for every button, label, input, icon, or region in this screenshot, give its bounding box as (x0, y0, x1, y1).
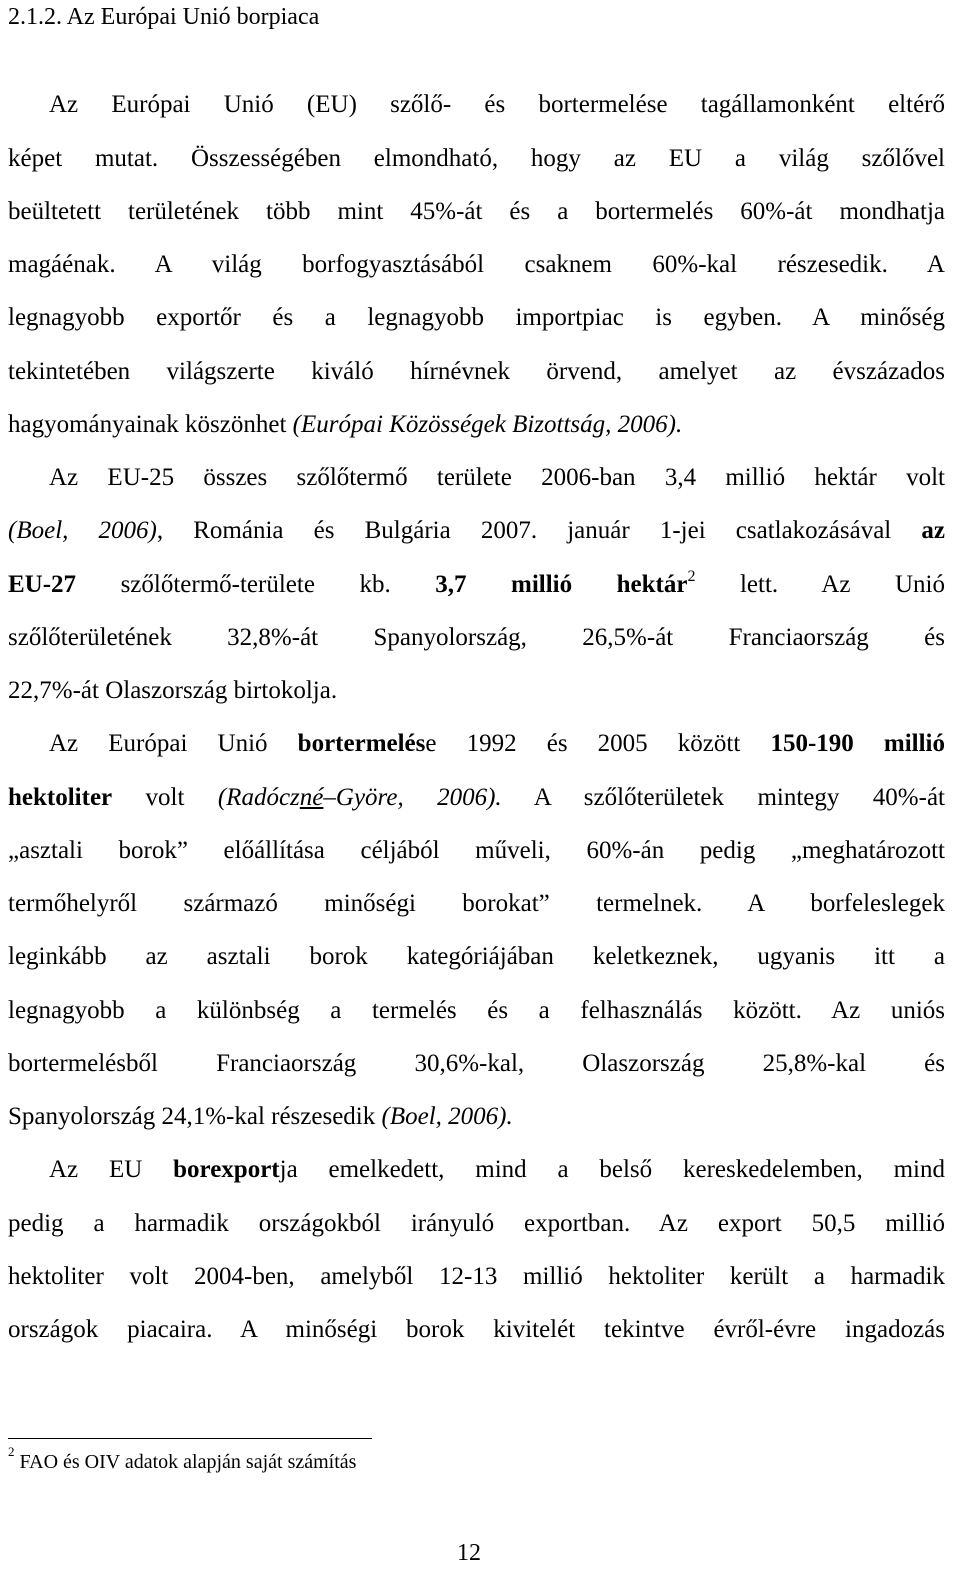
paragraph-4-line-3 (8, 1262, 945, 1292)
footnote-separator (8, 1438, 372, 1439)
text-run: magáénak. A világ borfogyasztásából csaknem 60%-kal részesedik. A (8, 251, 945, 278)
paragraph-2-line-5 (8, 676, 945, 706)
paragraph-1-line-5 (8, 303, 945, 333)
paragraph-2-line-1 (49, 463, 945, 493)
citation: (Radócz (217, 784, 300, 811)
text-run: tekintetében világszerte kiváló hírnévnek örvend, amelyet az évszázados (8, 358, 945, 385)
paragraph-3-line-4 (8, 889, 945, 919)
text-run: volt (112, 784, 218, 811)
text-run: országok piacaira. A minőségi borok kivitelét tekintve évről-évre ingadozás (8, 1316, 945, 1343)
paragraph-1-line-7 (8, 410, 945, 440)
text-run: beültetett területének több mint 45%-át és a bortermelés 60%-át mondhatja (8, 198, 945, 225)
text-run: Az Európai Unió (49, 730, 298, 757)
text-run: Az EU (49, 1156, 174, 1183)
citation: (Boel, 2006) (8, 517, 157, 544)
text-run: A szőlőterületek mintegy 40%-át (501, 784, 945, 811)
citation: (Európai Közösségek Bizottság, 2006). (292, 411, 683, 438)
paragraph-1-line-6 (8, 357, 945, 387)
text-run: legnagyobb exportőr és a legnagyobb importpiac is egyben. A minőség (8, 304, 945, 331)
paragraph-2-line-2 (8, 516, 945, 546)
text-run: pedig a harmadik országokból irányuló exportban. Az export 50,5 millió (8, 1210, 945, 1237)
text-run: szőlőterületének 32,8%-át Spanyolország, 26,5%-át Franciaország és (8, 624, 945, 651)
bold-text: bortermelés (297, 730, 426, 757)
bold-text: borexport (173, 1156, 280, 1183)
citation: né (299, 784, 324, 811)
paragraph-3-line-1 (49, 729, 945, 759)
bold-text: 150-190 millió (770, 730, 945, 757)
bold-text: EU-27 (8, 571, 77, 598)
text-run: bortermelésből Franciaország 30,6%-kal, Olaszország 25,8%-kal és (8, 1050, 945, 1077)
paragraph-2-line-3 (8, 567, 945, 600)
text-run: képet mutat. Összességében elmondható, hogy az EU a világ szőlővel (8, 145, 945, 172)
paragraph-2-line-4 (8, 623, 945, 653)
text-run: leginkább az asztali borok kategóriájában keletkeznek, ugyanis itt a (8, 943, 945, 970)
citation: Györe, 2006). (335, 784, 502, 811)
citation: (Boel, 2006). (381, 1103, 513, 1130)
paragraph-4-line-1 (49, 1155, 945, 1185)
footnote-number: 2 (8, 1444, 15, 1460)
citation: – (323, 784, 336, 811)
section-heading: 2.1.2. Az Európai Unió borpiaca (8, 4, 320, 30)
paragraph-1-line-4 (8, 250, 945, 280)
text-run: termőhelyről származó minőségi borokat” termelnek. A borfeleslegek (8, 890, 945, 917)
paragraph-4-line-2 (8, 1209, 945, 1239)
paragraph-3-line-3 (8, 836, 945, 866)
text-run: Az Európai Unió (EU) szőlő- és bortermelése tagállamonként eltérő (49, 91, 945, 118)
paragraph-1-line-2 (8, 144, 945, 174)
text-run: 22,7%-át Olaszország birtokolja. (8, 677, 338, 704)
text-run: e 1992 és 2005 között (425, 730, 771, 757)
paragraph-3-line-7 (8, 1049, 945, 1079)
text-run: lett. Az Unió (695, 571, 945, 598)
text-run: szőlőtermő-területe kb. (76, 571, 436, 598)
text-run: hektoliter volt 2004-ben, amelyből 12-13 millió hektoliter került a harmadik (8, 1263, 945, 1290)
paragraph-3-line-8 (8, 1102, 945, 1132)
text-run: Az EU-25 összes szőlőtermő területe 2006-ban 3,4 millió hektár volt (49, 464, 945, 491)
text-run: legnagyobb a különbség a termelés és a felhasználás között. Az uniós (8, 997, 945, 1024)
paragraph-3-line-6 (8, 996, 945, 1026)
text-run: ja emelkedett, mind a belső kereskedelemben, mind (279, 1156, 945, 1183)
bold-text: hektoliter (8, 784, 113, 811)
paragraph-3-line-2 (8, 783, 945, 813)
bold-text: 3,7 millió hektár (435, 571, 688, 598)
paragraph-1-line-1 (49, 90, 945, 120)
text-run: hagyományainak köszönhet (8, 411, 293, 438)
footnote-marker: 2 (687, 567, 696, 585)
page-number: 12 (457, 1540, 481, 1566)
paragraph-4-line-4 (8, 1315, 945, 1345)
paragraph-1-line-3 (8, 197, 945, 227)
paragraph-3-line-5 (8, 942, 945, 972)
footnote-text: FAO és OIV adatok alapján saját számítás (19, 1451, 357, 1473)
footnote (8, 1444, 357, 1474)
text-run: „asztali borok” előállítása céljából műveli, 60%-án pedig „meghatározott (8, 837, 945, 864)
bold-text: az (921, 517, 945, 544)
text-run: Spanyolország 24,1%-kal részesedik (8, 1103, 382, 1130)
text-run: , Románia és Bulgária 2007. január 1-jei csatlakozásával (156, 517, 922, 544)
